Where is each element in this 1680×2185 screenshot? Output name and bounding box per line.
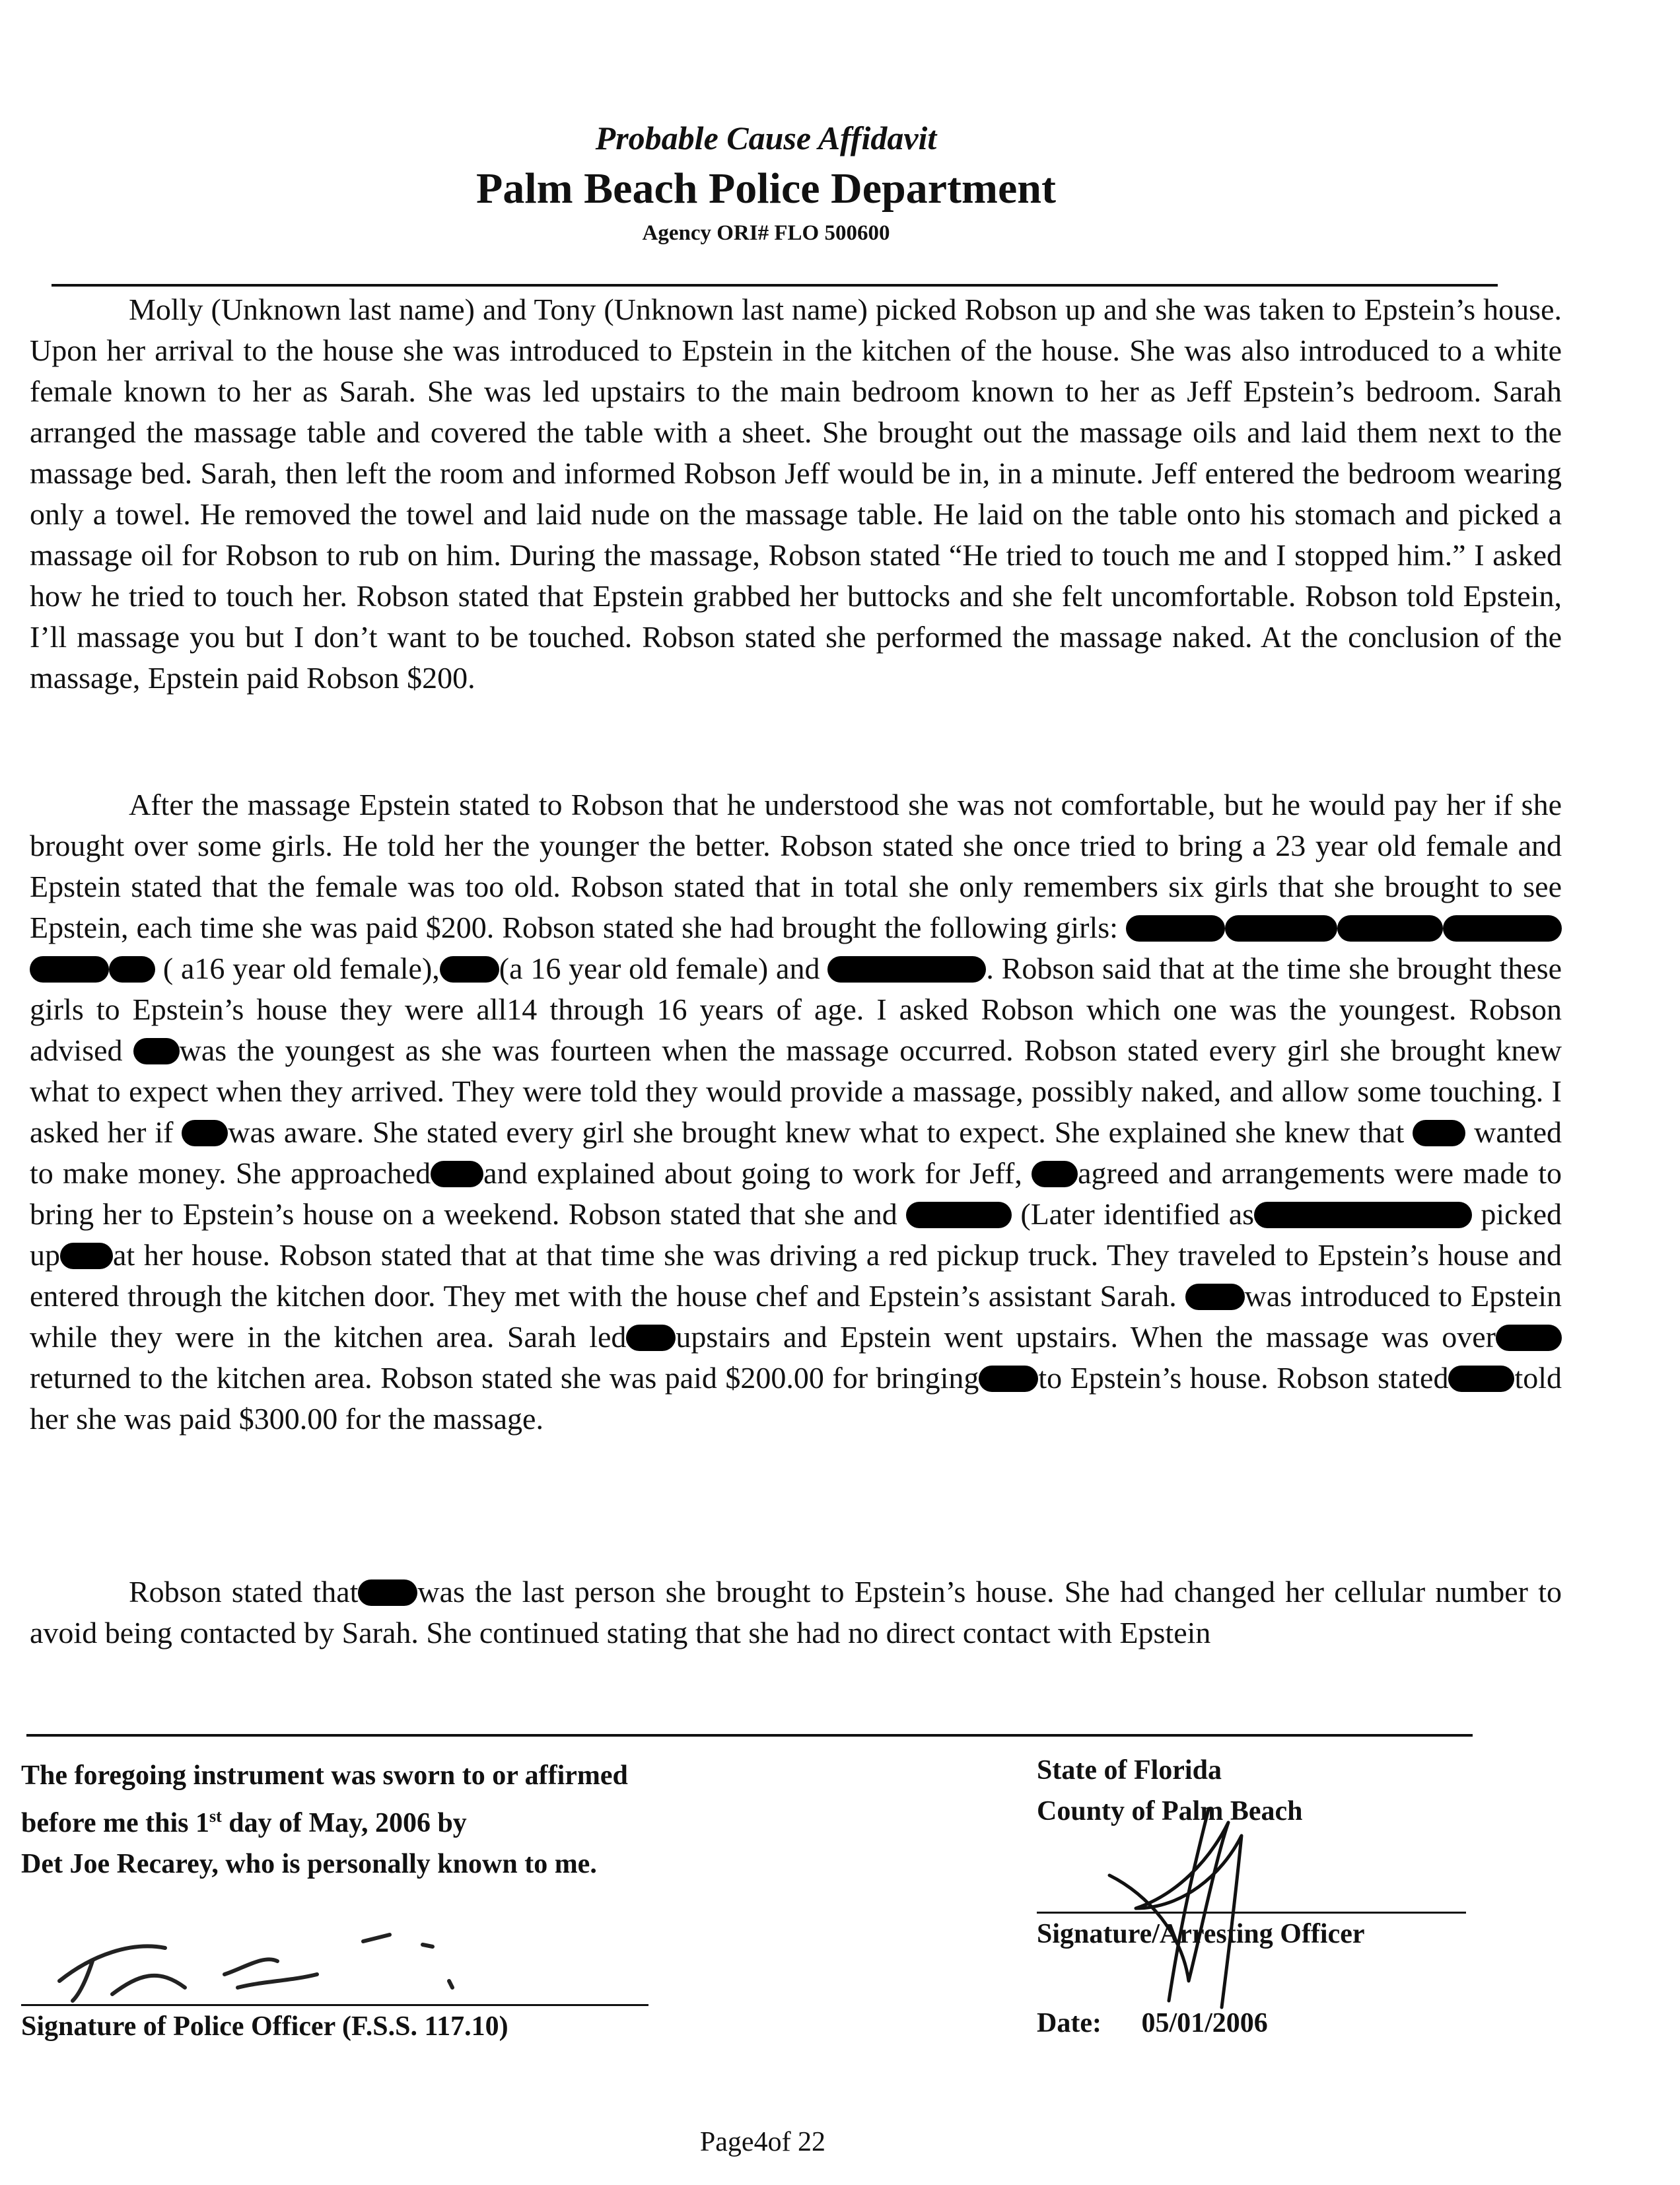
sworn-statement — [21, 1755, 847, 1885]
redaction — [109, 956, 155, 983]
paragraph-2-text — [30, 784, 1562, 1439]
sworn-line-2 — [21, 1796, 847, 1844]
text-segment: (Later identified as — [1020, 1197, 1255, 1231]
signature-line-left — [21, 2004, 648, 2006]
redaction — [1185, 1284, 1245, 1310]
redaction — [827, 956, 986, 983]
paragraph-3 — [30, 1572, 1562, 1653]
text-segment: was aware. She stated every girl she brought knew what to expect. She explained she knew that — [228, 1115, 1405, 1149]
redaction — [979, 1366, 1038, 1392]
sworn-year-text: day of May, 2006 by — [221, 1808, 467, 1838]
text-segment: ( a16 year old female), — [162, 952, 440, 985]
text-segment: . Robson said that at the time she brought these girls to Epstein’s house they were all14 through 16 years of age. I asked Robson which one was the youngest. Robson advised — [30, 952, 1562, 1067]
paragraph-1-text: Molly (Unknown last name) and Tony (Unknown last name) picked Robson up and she was taken to Epstein’s house. Upon her arrival to the house she was introduced to Epstein in the kitchen of the house. She was also introduced to a white female known to her as Sarah. She was led upstairs to the main bedroom known to her as Jeff Epstein’s bedroom. Sarah arranged the massage table and covered the table with a sheet. She brought out the massage oils and laid them next to the massage bed. Sarah, then left the room and informed Robson Jeff would be in, in a minute. Jeff entered the bedroom wearing only a towel. He removed the towel and laid nude on the massage table. He laid on the table onto his stomach and picked a massage oil for Robson to rub on him. During the massage, Robson stated “He tried to touch me and I stopped him.” I asked how he tried to touch her. Robson stated that Epstein grabbed her buttocks and she felt uncomfortable. Robson told Epstein, I’ll massage you but I don’t want to be touched. Robson stated she performed the massage naked. At the conclusion of the massage, Epstein paid Robson $200. — [30, 293, 1562, 695]
redaction — [626, 1325, 676, 1351]
text-segment: After the massage Epstein stated to Robson that he understood she was not comfortable, but he would pay her if she brought over some girls. He told her the younger the better. Robson stated she once tried to bring a 23 year old female and Epstein stated that the female was too old. Robson stated that in total she only remembers six girls that she brought to see Epstein, each time she was paid $200. Robson stated she had brought the following girls: — [30, 788, 1562, 944]
date-value: 05/01/2006 — [1141, 2008, 1268, 2038]
redaction — [1413, 1120, 1465, 1146]
redaction — [133, 1038, 180, 1064]
page-number: Page4of 22 — [699, 2127, 826, 2157]
paragraph-3-text — [30, 1572, 1562, 1653]
redaction — [30, 956, 109, 983]
county-name: County of Palm Beach — [1037, 1796, 1303, 1826]
sworn-line-1: The foregoing instrument was sworn to or affirmed — [21, 1760, 628, 1791]
redaction — [182, 1120, 228, 1146]
footer-divider — [26, 1734, 1473, 1737]
redaction — [1496, 1325, 1562, 1351]
sworn-date-text: before me this 1 — [21, 1808, 209, 1838]
text-segment: wanted to make money. She approached — [30, 1115, 1562, 1190]
redaction — [1443, 915, 1562, 942]
redaction — [1126, 915, 1225, 942]
text-segment: agreed and arrangements were made to bring her to Epstein’s house on a weekend. Robson stated that she and — [30, 1156, 1562, 1231]
header-divider — [52, 284, 1498, 287]
date-label: Date: — [1037, 2008, 1102, 2038]
signature-date — [1037, 2007, 1268, 2039]
state-name: State of Florida — [1037, 1755, 1222, 1786]
redaction — [1225, 915, 1337, 942]
redaction — [906, 1202, 1012, 1228]
text-segment: upstairs and Epstein went upstairs. When the massage was over — [676, 1320, 1496, 1354]
paragraph-2 — [30, 784, 1562, 1439]
text-segment: to Epstein’s house. Robson stated — [1038, 1361, 1449, 1395]
redaction — [60, 1243, 113, 1269]
arresting-officer-signature — [1096, 1783, 1268, 2021]
officer-signature — [53, 1915, 515, 2007]
redaction — [358, 1579, 417, 1606]
text-segment: and explained about going to work for Jeff, — [483, 1156, 1022, 1190]
text-segment: (a 16 year old female) and — [499, 952, 820, 985]
text-segment: at her house. Robson stated that at that time she was driving a red pickup truck. They traveled to Epstein’s house and entered through the kitchen door. They met with the house chef and Epstein’s assistant Sarah. — [30, 1238, 1562, 1313]
text-segment: picked up — [30, 1197, 1562, 1272]
redaction — [1448, 1366, 1514, 1392]
redaction — [1337, 915, 1443, 942]
text-segment: Robson stated that — [129, 1575, 359, 1609]
document-title: Probable Cause Affidavit — [595, 120, 937, 156]
redaction — [1254, 1202, 1472, 1228]
redaction — [440, 956, 499, 983]
paragraph-1 — [30, 289, 1562, 699]
text-segment: was the youngest as she was fourteen when the massage occurred. Robson stated every girl she brought knew what to expect when they arrived. They were told they would provide a massage, possibly naked, and allow some touching. I asked her if — [30, 1033, 1562, 1149]
police-officer-signature-label: Signature of Police Officer (F.S.S. 117.10) — [21, 2011, 508, 2042]
ordinal-suffix: st — [209, 1807, 222, 1826]
redaction — [1032, 1161, 1078, 1187]
department-name: Palm Beach Police Department — [476, 164, 1056, 213]
redaction — [431, 1161, 483, 1187]
agency-ori: Agency ORI# FLO 500600 — [642, 221, 890, 245]
text-segment: was introduced to Epstein while they were in the kitchen area. Sarah led — [30, 1279, 1562, 1354]
text-segment: told her she was paid $300.00 for the massage. — [30, 1361, 1562, 1436]
text-segment: was the last person she brought to Epstein’s house. She had changed her cellular number to avoid being contacted by Sarah. She continued stating that she had no direct contact with Epstein — [30, 1575, 1562, 1649]
arresting-officer-signature-label: Signature/Arresting Officer — [1037, 1919, 1365, 1949]
sworn-line-3: Det Joe Recarey, who is personally known to me. — [21, 1849, 597, 1879]
signature-line-right — [1037, 1912, 1466, 1914]
text-segment: returned to the kitchen area. Robson stated she was paid $200.00 for bringing — [30, 1361, 979, 1395]
